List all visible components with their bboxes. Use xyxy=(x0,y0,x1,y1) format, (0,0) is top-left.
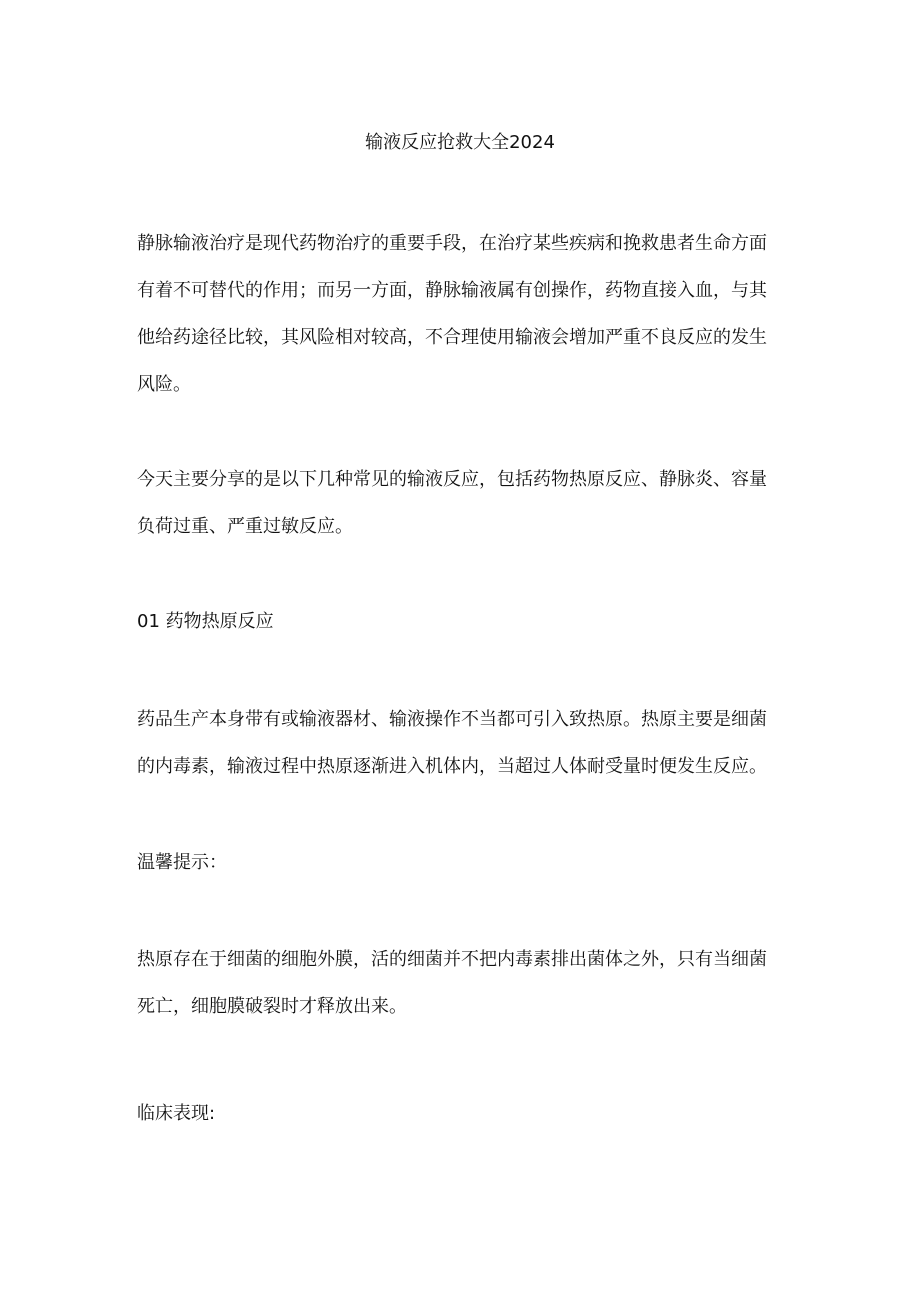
section-body-line: 药品生产本身带有或输液器材、输液操作不当都可引入致热原。热原主要是细菌 xyxy=(137,709,767,730)
section-body-line: 的内毒素，输液过程中热原逐渐进入机体内，当超过人体耐受量时便发生反应。 xyxy=(137,756,767,777)
document-title: 输液反应抢救大全2024 xyxy=(365,132,555,153)
tip-line: 死亡，细胞膜破裂时才释放出来。 xyxy=(137,996,407,1017)
clinical-label: 临床表现: xyxy=(137,1103,216,1124)
tip-paragraph xyxy=(137,936,797,1030)
intro-line: 他给药途径比较，其风险相对较高，不合理使用输液会增加严重不良反应的发生 xyxy=(137,327,767,348)
tip-line: 热原存在于细菌的细胞外膜，活的细菌并不把内毒素排出菌体之外，只有当细菌 xyxy=(137,949,767,970)
intro-line: 有着不可替代的作用；而另一方面，静脉输液属有创操作，药物直接入血，与其 xyxy=(137,280,767,301)
overview-line: 今天主要分享的是以下几种常见的输液反应，包括药物热原反应、静脉炎、容量 xyxy=(137,469,767,490)
section-body-paragraph xyxy=(137,696,797,790)
overview-line: 负荷过重、严重过敏反应。 xyxy=(137,516,353,537)
tip-label: 温馨提示： xyxy=(137,852,227,873)
intro-line: 静脉输液治疗是现代药物治疗的重要手段，在治疗某些疾病和挽救患者生命方面 xyxy=(137,233,767,254)
section-heading: 01 药物热原反应 xyxy=(137,611,274,632)
intro-paragraph xyxy=(137,220,797,408)
intro-line: 风险。 xyxy=(137,374,191,395)
overview-paragraph xyxy=(137,456,797,550)
